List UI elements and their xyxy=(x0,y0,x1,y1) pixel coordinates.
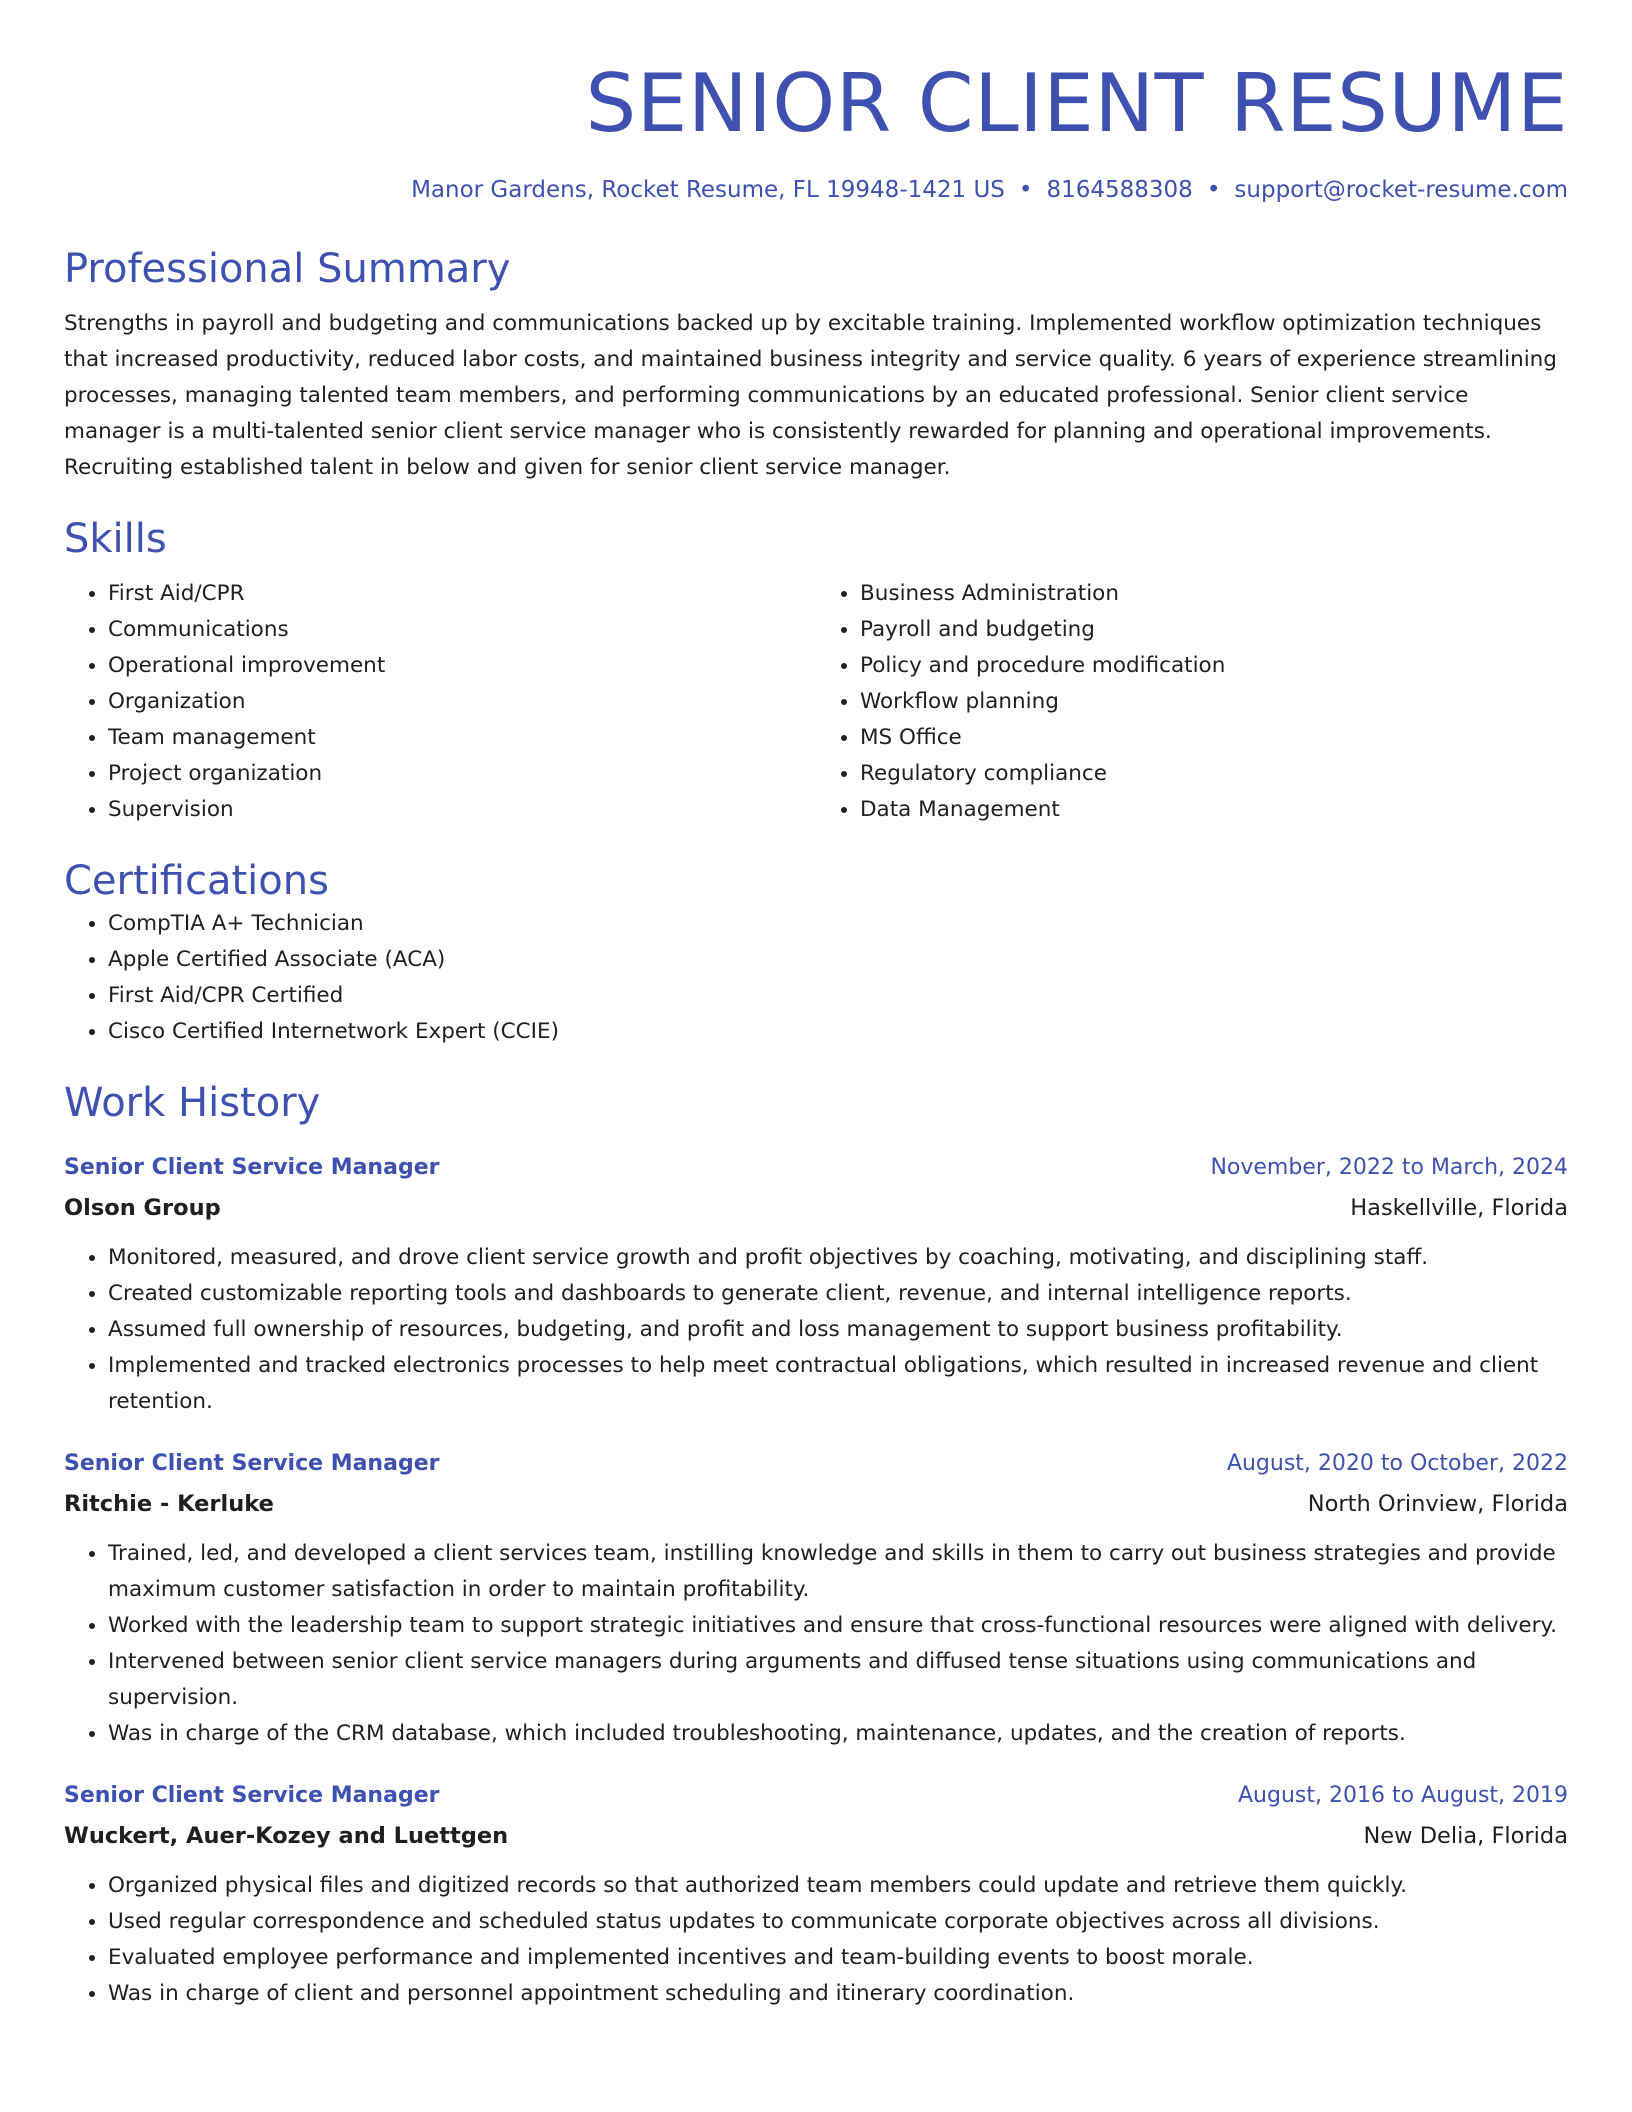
job-company-row xyxy=(64,1816,1568,1856)
job-entry xyxy=(64,1444,1568,1752)
skills-heading: Skills xyxy=(64,516,167,562)
job-bullets xyxy=(64,1536,1568,1752)
certification-item: • CompTIA A+ Technician xyxy=(108,906,1568,942)
contact-address: Manor Gardens, Rocket Resume, FL 19948-1421 US xyxy=(411,177,1005,203)
work-history-heading: Work History xyxy=(64,1080,321,1126)
skill-item: • Operational improvement xyxy=(108,648,816,684)
skill-item: • First Aid/CPR xyxy=(108,576,816,612)
skill-item: • Supervision xyxy=(108,792,816,828)
skills-list-left xyxy=(64,576,816,828)
skill-item: • Workflow planning xyxy=(860,684,1568,720)
certification-item: • Apple Certified Associate (ACA) xyxy=(108,942,1568,978)
job-location: North Orinview, Florida xyxy=(1307,1491,1568,1517)
job-bullet: • Organized physical files and digitized records so that authorized team members could update and retrieve them quickly. xyxy=(108,1868,1568,1904)
job-location: Haskellville, Florida xyxy=(1350,1195,1568,1221)
job-company-row xyxy=(64,1484,1568,1524)
skill-item: • MS Office xyxy=(860,720,1568,756)
summary-text: Strengths in payroll and budgeting and communications backed up by excitable training. Implemented workflow optimization techniques that increased productivity, reduced labor costs, and maintained business integrity and service quality. 6 years of experience streamlining processes, managing talented team members, and performing communications by an educated professional. Senior client service manager is a multi-talented senior client service manager who is consistently rewarded for planning and operational improvements. Recruiting established talent in below and given for senior client service manager. xyxy=(64,311,1557,480)
job-header-row xyxy=(64,1776,1568,1816)
job-dates: August, 2020 to October, 2022 xyxy=(1226,1451,1568,1476)
certification-item: • Cisco Certified Internetwork Expert (CCIE) xyxy=(108,1014,1568,1050)
certification-item: • First Aid/CPR Certified xyxy=(108,978,1568,1014)
job-entry xyxy=(64,1776,1568,2012)
job-bullet: • Created customizable reporting tools and dashboards to generate client, revenue, and internal intelligence reports. xyxy=(108,1276,1568,1312)
skills-list-right xyxy=(816,576,1568,828)
job-company-row xyxy=(64,1188,1568,1228)
skills-grid xyxy=(64,576,1568,828)
job-company: Ritchie - Kerluke xyxy=(64,1491,274,1517)
contact-separator: • xyxy=(1018,177,1033,203)
job-title: Senior Client Service Manager xyxy=(64,1783,440,1808)
contact-line xyxy=(64,174,1568,206)
job-bullet: • Assumed full ownership of resources, budgeting, and profit and loss management to support business profitability. xyxy=(108,1312,1568,1348)
skill-item: • Payroll and budgeting xyxy=(860,612,1568,648)
skill-item: • Project organization xyxy=(108,756,816,792)
job-bullet: • Worked with the leadership team to support strategic initiatives and ensure that cross-functional resources were aligned with delivery. xyxy=(108,1608,1568,1644)
job-bullets xyxy=(64,1240,1568,1420)
job-location: New Delia, Florida xyxy=(1363,1823,1568,1849)
resume-name: SENIOR CLIENT RESUME xyxy=(585,57,1568,150)
job-dates: August, 2016 to August, 2019 xyxy=(1238,1783,1568,1808)
skill-item: • Policy and procedure modification xyxy=(860,648,1568,684)
job-bullet: • Was in charge of client and personnel appointment scheduling and itinerary coordination. xyxy=(108,1976,1568,2012)
job-title: Senior Client Service Manager xyxy=(64,1155,440,1180)
job-title: Senior Client Service Manager xyxy=(64,1451,440,1476)
job-bullet: • Evaluated employee performance and implemented incentives and team-building events to boost morale. xyxy=(108,1940,1568,1976)
job-company: Wuckert, Auer-Kozey and Luettgen xyxy=(64,1823,509,1849)
job-company: Olson Group xyxy=(64,1195,221,1221)
job-bullet: • Used regular correspondence and scheduled status updates to communicate corporate objectives across all divisions. xyxy=(108,1904,1568,1940)
job-header-row xyxy=(64,1148,1568,1188)
certifications-heading: Certifications xyxy=(64,858,329,904)
skill-item: • Data Management xyxy=(860,792,1568,828)
job-bullet: • Monitored, measured, and drove client service growth and profit objectives by coaching, motivating, and disciplining staff. xyxy=(108,1240,1568,1276)
job-header-row xyxy=(64,1444,1568,1484)
job-bullet: • Trained, led, and developed a client services team, instilling knowledge and skills in them to carry out business strategies and provide maximum customer satisfaction in order to maintain profitability. xyxy=(108,1536,1568,1608)
skill-item: • Organization xyxy=(108,684,816,720)
job-bullet: • Implemented and tracked electronics processes to help meet contractual obligations, which resulted in increased revenue and client retention. xyxy=(108,1348,1568,1420)
certifications-list xyxy=(64,906,1568,1050)
contact-separator: • xyxy=(1206,177,1221,203)
skill-item: • Communications xyxy=(108,612,816,648)
contact-phone: 8164588308 xyxy=(1046,177,1193,203)
job-entry xyxy=(64,1148,1568,1420)
job-dates: November, 2022 to March, 2024 xyxy=(1210,1155,1568,1180)
job-bullet: • Was in charge of the CRM database, which included troubleshooting, maintenance, updates, and the creation of reports. xyxy=(108,1716,1568,1752)
skill-item: • Team management xyxy=(108,720,816,756)
job-bullet: • Intervened between senior client service managers during arguments and diffused tense situations using communications and supervision. xyxy=(108,1644,1568,1716)
skill-item: • Business Administration xyxy=(860,576,1568,612)
contact-email[interactable]: support@rocket-resume.com xyxy=(1234,177,1568,203)
skill-item: • Regulatory compliance xyxy=(860,756,1568,792)
summary-heading: Professional Summary xyxy=(64,246,511,292)
job-bullets xyxy=(64,1868,1568,2012)
